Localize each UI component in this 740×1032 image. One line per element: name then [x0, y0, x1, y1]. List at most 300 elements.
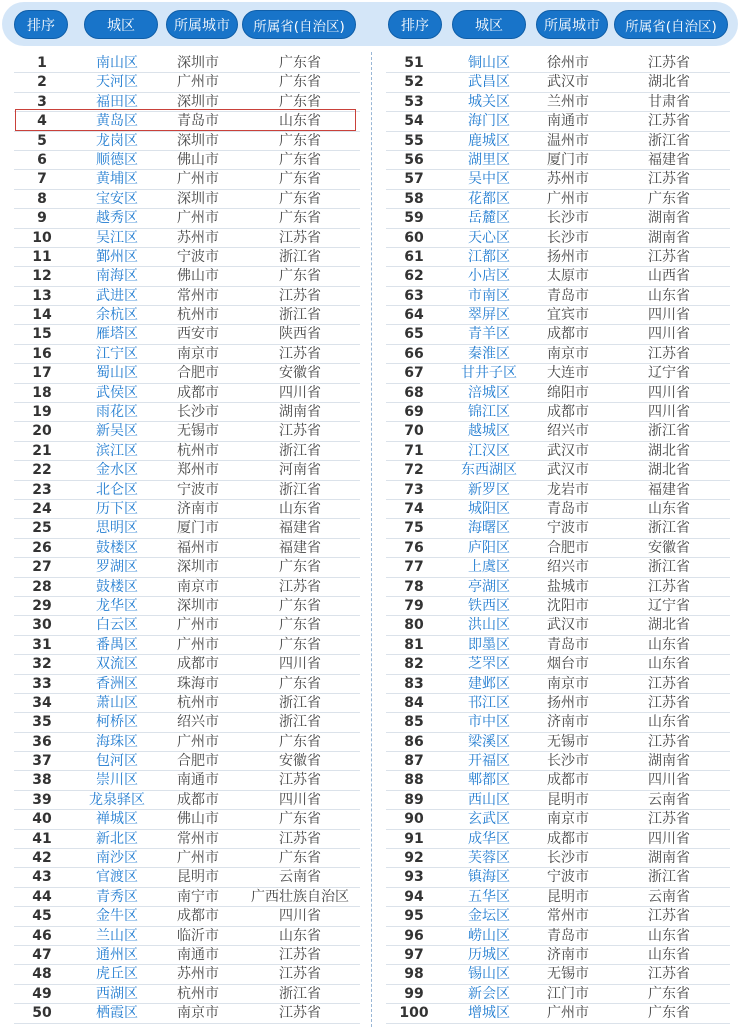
table-row: [386, 481, 730, 500]
table-row: [14, 888, 360, 907]
header-district-left: 城区: [84, 10, 158, 39]
province-cell: 广东省: [279, 151, 321, 168]
district-cell: 新吴区: [96, 423, 138, 440]
header-province-right: 所属省(自治区): [614, 10, 728, 39]
district-cell: 越秀区: [96, 210, 138, 227]
rank-cell: 29: [32, 597, 52, 614]
district-cell: 崇川区: [96, 772, 138, 789]
rank-cell: 98: [404, 966, 424, 983]
table-row: [386, 888, 730, 907]
city-cell: 苏州市: [177, 966, 219, 983]
province-cell: 山东省: [279, 927, 321, 944]
table-row: [14, 422, 360, 441]
province-cell: 山东省: [648, 636, 690, 653]
table-row: [14, 325, 360, 344]
city-cell: 南宁市: [177, 888, 219, 905]
city-cell: 青岛市: [547, 927, 589, 944]
province-cell: 江苏省: [279, 946, 321, 963]
province-cell: 江苏省: [648, 675, 690, 692]
rank-cell: 15: [32, 326, 52, 343]
district-cell: 市南区: [468, 287, 510, 304]
province-cell: 广东省: [279, 210, 321, 227]
table-row: [14, 636, 360, 655]
rank-cell: 49: [32, 985, 52, 1002]
city-cell: 广州市: [177, 733, 219, 750]
city-cell: 佛山市: [177, 811, 219, 828]
highlight-box: [15, 109, 356, 131]
district-cell: 包河区: [96, 753, 138, 770]
table-row: [14, 345, 360, 364]
city-cell: 青岛市: [547, 500, 589, 517]
district-cell: 五华区: [468, 888, 510, 905]
rank-cell: 92: [404, 850, 424, 867]
city-cell: 长沙市: [177, 404, 219, 421]
rank-cell: 21: [32, 442, 52, 459]
table-row: [386, 849, 730, 868]
table-row: [386, 927, 730, 946]
rank-cell: 18: [32, 384, 52, 401]
rank-cell: 80: [404, 617, 424, 634]
rank-cell: 47: [32, 946, 52, 963]
district-cell: 番禺区: [96, 636, 138, 653]
district-cell: 滨江区: [96, 442, 138, 459]
district-cell: 江宁区: [96, 345, 138, 362]
province-cell: 辽宁省: [648, 365, 690, 382]
province-cell: 湖北省: [648, 442, 690, 459]
rank-cell: 100: [399, 1005, 429, 1022]
rank-cell: 52: [404, 74, 424, 91]
city-cell: 南通市: [547, 113, 589, 130]
district-cell: 翠屏区: [468, 307, 510, 324]
city-cell: 济南市: [547, 714, 589, 731]
district-cell: 吴中区: [468, 171, 510, 188]
district-cell: 黄埔区: [96, 171, 138, 188]
rank-cell: 71: [404, 442, 424, 459]
district-cell: 镇海区: [468, 869, 510, 886]
table-row: [386, 733, 730, 752]
district-cell: 双流区: [96, 656, 138, 673]
table-row: [14, 481, 360, 500]
district-cell: 白云区: [96, 617, 138, 634]
rank-cell: 65: [404, 326, 424, 343]
province-cell: 河南省: [279, 462, 321, 479]
rank-cell: 73: [404, 481, 424, 498]
district-cell: 海曙区: [468, 520, 510, 537]
rank-cell: 87: [404, 753, 424, 770]
district-cell: 城阳区: [468, 500, 510, 517]
city-cell: 长沙市: [547, 229, 589, 246]
city-cell: 成都市: [177, 791, 219, 808]
rank-cell: 1: [37, 55, 47, 71]
table-row: [14, 752, 360, 771]
city-cell: 宁波市: [177, 481, 219, 498]
province-cell: 江苏省: [648, 113, 690, 130]
district-cell: 涪城区: [468, 384, 510, 401]
rank-cell: 59: [404, 210, 424, 227]
rank-cell: 97: [404, 946, 424, 963]
city-cell: 长沙市: [547, 210, 589, 227]
rank-cell: 43: [32, 869, 52, 886]
table-row: [14, 675, 360, 694]
rank-cell: 12: [32, 268, 52, 285]
table-row: [386, 151, 730, 170]
rank-cell: 50: [32, 1005, 52, 1022]
district-cell: 东西湖区: [461, 462, 517, 479]
city-cell: 宁波市: [177, 248, 219, 265]
header-bar: [2, 2, 738, 46]
table-row: [14, 306, 360, 325]
district-cell: 吴江区: [96, 229, 138, 246]
rank-cell: 77: [404, 559, 424, 576]
city-cell: 合肥市: [177, 753, 219, 770]
city-cell: 南京市: [177, 1005, 219, 1022]
rank-cell: 5: [37, 132, 47, 149]
province-cell: 广东省: [279, 171, 321, 188]
rank-cell: 84: [404, 694, 424, 711]
city-cell: 南京市: [547, 345, 589, 362]
district-cell: 越城区: [468, 423, 510, 440]
table-row: [14, 403, 360, 422]
header-rank-left: 排序: [14, 10, 68, 39]
province-cell: 广东省: [648, 985, 690, 1002]
district-cell: 江都区: [468, 248, 510, 265]
district-cell: 亭湖区: [468, 578, 510, 595]
district-cell: 福田区: [96, 93, 138, 110]
table-row: [386, 170, 730, 189]
district-cell: 顺德区: [96, 151, 138, 168]
city-cell: 绵阳市: [547, 384, 589, 401]
city-cell: 南京市: [547, 811, 589, 828]
province-cell: 浙江省: [279, 481, 321, 498]
city-cell: 佛山市: [177, 268, 219, 285]
rank-cell: 62: [404, 268, 424, 285]
table-row: [386, 830, 730, 849]
province-cell: 江苏省: [648, 345, 690, 362]
province-cell: 广东省: [279, 132, 321, 149]
city-cell: 南通市: [177, 946, 219, 963]
province-cell: 广东省: [279, 675, 321, 692]
table-row: [386, 578, 730, 597]
rank-cell: 4: [37, 113, 47, 130]
province-cell: 浙江省: [279, 307, 321, 324]
district-cell: 鹿城区: [468, 132, 510, 149]
city-cell: 西安市: [177, 326, 219, 343]
table-row: [386, 306, 730, 325]
table-row: [14, 461, 360, 480]
city-cell: 合肥市: [177, 365, 219, 382]
province-cell: 广东省: [279, 597, 321, 614]
district-cell: 洪山区: [468, 617, 510, 634]
district-cell: 庐阳区: [468, 539, 510, 556]
province-cell: 江苏省: [279, 345, 321, 362]
table-row: [386, 752, 730, 771]
rank-cell: 95: [404, 908, 424, 925]
district-cell: 铜山区: [468, 55, 510, 71]
city-cell: 广州市: [177, 617, 219, 634]
table-row: [14, 655, 360, 674]
city-cell: 江门市: [547, 985, 589, 1002]
rank-cell: 35: [32, 714, 52, 731]
table-row: [14, 1004, 360, 1023]
ranking-table-right: [386, 54, 730, 1024]
city-cell: 武汉市: [547, 617, 589, 634]
table-row: [14, 151, 360, 170]
city-cell: 深圳市: [177, 93, 219, 110]
province-cell: 广东省: [279, 268, 321, 285]
district-cell: 开福区: [468, 753, 510, 770]
province-cell: 福建省: [279, 539, 321, 556]
district-cell: 北仑区: [96, 481, 138, 498]
district-cell: 龙泉驿区: [89, 791, 145, 808]
city-cell: 常州市: [177, 287, 219, 304]
district-cell: 柯桥区: [96, 714, 138, 731]
province-cell: 广东省: [279, 733, 321, 750]
table-row: [14, 287, 360, 306]
rank-cell: 23: [32, 481, 52, 498]
table-row: [386, 132, 730, 151]
city-cell: 绍兴市: [177, 714, 219, 731]
table-row: [386, 267, 730, 286]
table-row: [14, 849, 360, 868]
province-cell: 湖北省: [648, 462, 690, 479]
district-cell: 历城区: [468, 946, 510, 963]
district-cell: 江汉区: [468, 442, 510, 459]
table-row: [386, 868, 730, 887]
city-cell: 无锡市: [177, 423, 219, 440]
rank-cell: 86: [404, 733, 424, 750]
province-cell: 云南省: [648, 888, 690, 905]
table-row: [386, 287, 730, 306]
province-cell: 湖南省: [279, 404, 321, 421]
table-row: [386, 655, 730, 674]
table-row: [14, 927, 360, 946]
rank-cell: 2: [37, 74, 47, 91]
city-cell: 昆明市: [547, 888, 589, 905]
city-cell: 广州市: [177, 74, 219, 91]
district-cell: 梁溪区: [468, 733, 510, 750]
district-cell: 萧山区: [96, 694, 138, 711]
city-cell: 武汉市: [547, 442, 589, 459]
rank-cell: 25: [32, 520, 52, 537]
rank-cell: 93: [404, 869, 424, 886]
table-row: [386, 539, 730, 558]
table-row: [14, 597, 360, 616]
table-row: [386, 810, 730, 829]
district-cell: 建邺区: [468, 675, 510, 692]
table-row: [386, 229, 730, 248]
table-row: [386, 616, 730, 635]
province-cell: 四川省: [279, 656, 321, 673]
province-cell: 广西壮族自治区: [251, 888, 349, 905]
city-cell: 佛山市: [177, 151, 219, 168]
district-cell: 武侯区: [96, 384, 138, 401]
table-row: [14, 519, 360, 538]
province-cell: 广东省: [279, 850, 321, 867]
table-row: [386, 713, 730, 732]
province-cell: 四川省: [279, 908, 321, 925]
city-cell: 武汉市: [547, 462, 589, 479]
table-row: [386, 54, 730, 73]
city-cell: 太原市: [547, 268, 589, 285]
rank-cell: 60: [404, 229, 424, 246]
city-cell: 长沙市: [547, 753, 589, 770]
province-cell: 四川省: [648, 830, 690, 847]
district-cell: 市中区: [468, 714, 510, 731]
table-row: [14, 229, 360, 248]
city-cell: 合肥市: [547, 539, 589, 556]
province-cell: 四川省: [648, 326, 690, 343]
header-city-right: 所属城市: [536, 10, 608, 39]
province-cell: 广东省: [279, 55, 321, 71]
province-cell: 浙江省: [648, 869, 690, 886]
table-row: [386, 93, 730, 112]
table-row: [386, 73, 730, 92]
rank-cell: 24: [32, 500, 52, 517]
city-cell: 广州市: [177, 171, 219, 188]
header-rank-right: 排序: [388, 10, 442, 39]
district-cell: 湖里区: [468, 151, 510, 168]
province-cell: 江苏省: [648, 811, 690, 828]
city-cell: 成都市: [177, 908, 219, 925]
province-cell: 江苏省: [648, 248, 690, 265]
province-cell: 江苏省: [279, 966, 321, 983]
district-cell: 鼓楼区: [96, 539, 138, 556]
district-cell: 新会区: [468, 985, 510, 1002]
province-cell: 广东省: [279, 617, 321, 634]
province-cell: 福建省: [648, 151, 690, 168]
district-cell: 青秀区: [96, 888, 138, 905]
rank-cell: 57: [404, 171, 424, 188]
city-cell: 厦门市: [547, 151, 589, 168]
rank-cell: 3: [37, 93, 47, 110]
table-row: [386, 907, 730, 926]
province-cell: 山东省: [648, 714, 690, 731]
header-city-left: 所属城市: [166, 10, 238, 39]
rank-cell: 99: [404, 985, 424, 1002]
district-cell: 虎丘区: [96, 966, 138, 983]
district-cell: 罗湖区: [96, 559, 138, 576]
province-cell: 江苏省: [648, 578, 690, 595]
rank-cell: 54: [404, 113, 424, 130]
city-cell: 南京市: [177, 345, 219, 362]
city-cell: 杭州市: [177, 985, 219, 1002]
table-row: [386, 325, 730, 344]
table-row: [386, 190, 730, 209]
city-cell: 无锡市: [547, 733, 589, 750]
table-row: [386, 209, 730, 228]
province-cell: 广东省: [279, 636, 321, 653]
province-cell: 山东省: [648, 500, 690, 517]
province-cell: 安徽省: [648, 539, 690, 556]
district-cell: 金坛区: [468, 908, 510, 925]
province-cell: 云南省: [648, 791, 690, 808]
city-cell: 杭州市: [177, 694, 219, 711]
rank-cell: 70: [404, 423, 424, 440]
rank-cell: 94: [404, 888, 424, 905]
table-row: [14, 616, 360, 635]
rank-cell: 46: [32, 927, 52, 944]
city-cell: 扬州市: [547, 248, 589, 265]
city-cell: 杭州市: [177, 307, 219, 324]
province-cell: 甘肃省: [648, 93, 690, 110]
rank-cell: 66: [404, 345, 424, 362]
rank-cell: 76: [404, 539, 424, 556]
district-cell: 鼓楼区: [96, 578, 138, 595]
city-cell: 成都市: [547, 326, 589, 343]
table-row: [386, 675, 730, 694]
province-cell: 江苏省: [648, 171, 690, 188]
city-cell: 昆明市: [547, 791, 589, 808]
rank-cell: 10: [32, 229, 52, 246]
rank-cell: 6: [37, 151, 47, 168]
rank-cell: 81: [404, 636, 424, 653]
table-row: [14, 868, 360, 887]
province-cell: 四川省: [279, 384, 321, 401]
rank-cell: 91: [404, 830, 424, 847]
district-cell: 香洲区: [96, 675, 138, 692]
city-cell: 大连市: [547, 365, 589, 382]
city-cell: 徐州市: [547, 55, 589, 71]
district-cell: 南海区: [96, 268, 138, 285]
table-row: [14, 73, 360, 92]
rank-cell: 67: [404, 365, 424, 382]
table-row: [386, 985, 730, 1004]
rank-cell: 39: [32, 791, 52, 808]
city-cell: 盐城市: [547, 578, 589, 595]
province-cell: 广东省: [648, 190, 690, 207]
table-row: [386, 384, 730, 403]
rank-cell: 58: [404, 190, 424, 207]
rank-cell: 34: [32, 694, 52, 711]
province-cell: 浙江省: [648, 423, 690, 440]
city-cell: 温州市: [547, 132, 589, 149]
province-cell: 江苏省: [279, 287, 321, 304]
province-cell: 江苏省: [648, 908, 690, 925]
district-cell: 邗江区: [468, 694, 510, 711]
table-row: [386, 461, 730, 480]
district-cell: 武进区: [96, 287, 138, 304]
province-cell: 湖南省: [648, 753, 690, 770]
district-cell: 思明区: [96, 520, 138, 537]
city-cell: 济南市: [547, 946, 589, 963]
province-cell: 四川省: [648, 404, 690, 421]
province-cell: 湖北省: [648, 617, 690, 634]
province-cell: 山东省: [279, 500, 321, 517]
rank-cell: 89: [404, 791, 424, 808]
rank-cell: 48: [32, 966, 52, 983]
table-row: [386, 558, 730, 577]
rank-cell: 7: [37, 171, 47, 188]
city-cell: 福州市: [177, 539, 219, 556]
city-cell: 广州市: [177, 636, 219, 653]
district-cell: 余杭区: [96, 307, 138, 324]
province-cell: 浙江省: [279, 985, 321, 1002]
city-cell: 龙岩市: [547, 481, 589, 498]
table-row: [14, 384, 360, 403]
district-cell: 铁西区: [468, 597, 510, 614]
rank-cell: 22: [32, 462, 52, 479]
district-cell: 南山区: [96, 55, 138, 71]
district-cell: 龙华区: [96, 597, 138, 614]
district-cell: 南沙区: [96, 850, 138, 867]
city-cell: 兰州市: [547, 93, 589, 110]
province-cell: 广东省: [648, 1005, 690, 1022]
city-cell: 深圳市: [177, 55, 219, 71]
header-province-left: 所属省(自治区): [242, 10, 356, 39]
rank-cell: 96: [404, 927, 424, 944]
province-cell: 辽宁省: [648, 597, 690, 614]
district-cell: 栖霞区: [96, 1005, 138, 1022]
